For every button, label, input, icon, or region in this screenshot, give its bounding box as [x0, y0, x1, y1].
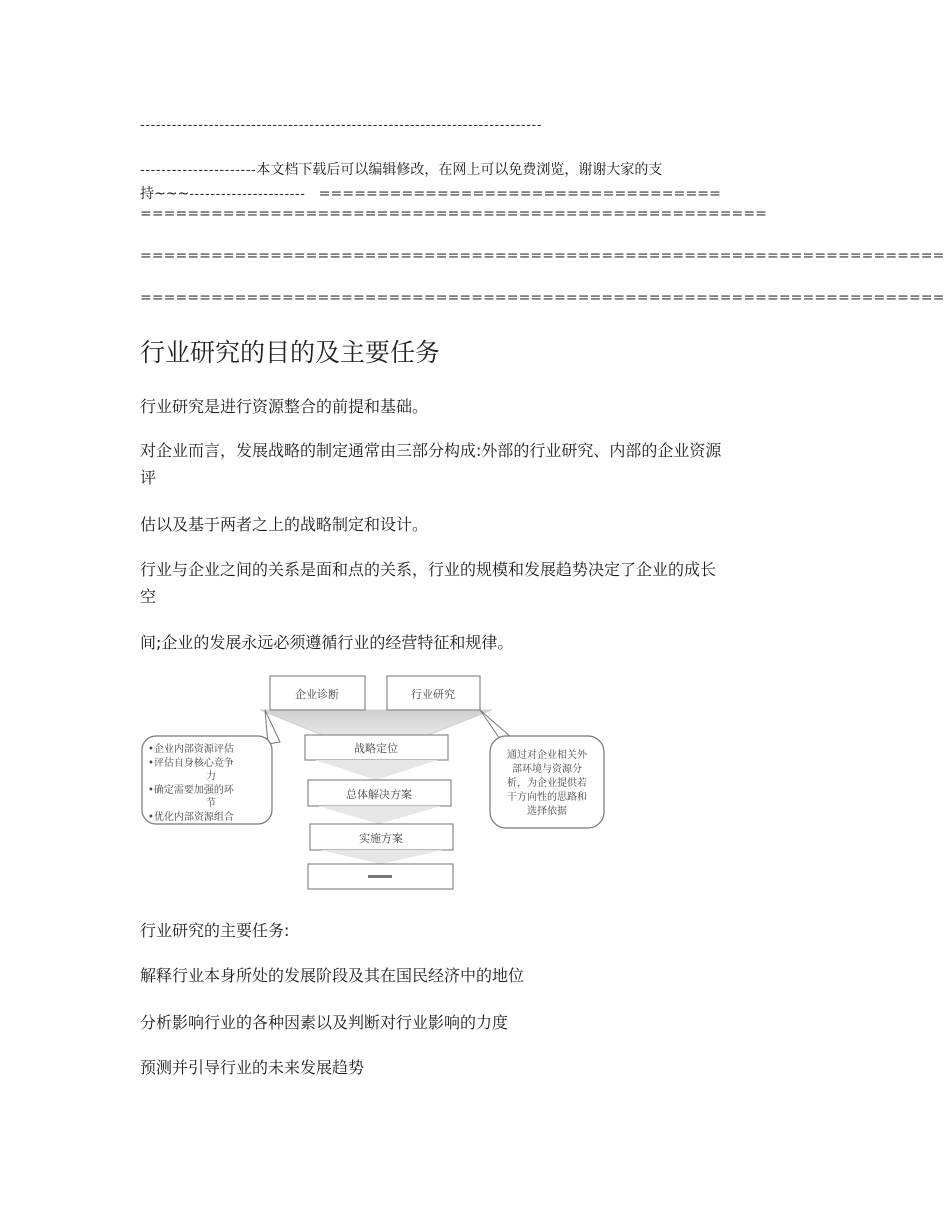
notice-text-1: 本文档下载后可以编辑修改，在网上可以免费浏览，谢谢大家的支 — [256, 162, 663, 178]
paragraph-4-line-2: 空 — [140, 587, 157, 606]
left-bullet-4: •优化内部资源组合 — [148, 812, 234, 823]
step-label-3: 实施方案 — [359, 832, 403, 845]
article-title: 行业研究的目的及主要任务 — [140, 338, 441, 367]
paragraph-4-line-1: 行业与企业之间的关系是面和点的关系，行业的规模和发展趋势决定了企业的成长 — [140, 560, 717, 579]
right-text-2: 部环境与资源分 — [512, 764, 582, 775]
step-arrow-1 — [315, 760, 438, 780]
download-notice-line-2 — [140, 183, 721, 203]
paragraph-5: 间;企业的发展永远必须遵循行业的经营特征和规律。 — [140, 633, 514, 652]
paragraph-2-line-2: 评 — [140, 468, 157, 487]
step-label-1: 战略定位 — [354, 742, 398, 755]
step-arrow-2 — [318, 806, 441, 824]
enterprise-diagnosis-label: 企业诊断 — [295, 688, 339, 701]
paragraph-2-line-1: 对企业而言，发展战略的制定通常由三部分构成:外部的行业研究、内部的企业资源 — [140, 441, 722, 460]
equals-separator-1: ================================== — [318, 186, 721, 202]
step-box-4-placeholder — [368, 875, 392, 878]
left-bullet-3: •确定需要加强的环 — [148, 785, 234, 796]
right-text-3: 析，为企业提供若 — [507, 778, 587, 789]
right-text-4: 干方向性的思路和 — [507, 792, 587, 803]
strategy-flow-diagram — [140, 670, 610, 895]
step-arrow-3 — [320, 850, 443, 864]
industry-research-label: 行业研究 — [411, 688, 455, 701]
equals-separator-4: ==================================================================== — [140, 290, 945, 306]
task-item-2: 分析影响行业的各种因素以及判断对行业影响的力度 — [140, 1013, 509, 1032]
dash-separator: ---------------------------------------------------------------------------- — [140, 118, 543, 133]
right-text-5: 选择依据 — [527, 806, 567, 817]
step-label-2: 总体解决方案 — [346, 788, 412, 801]
dash-suffix: ---------------------- — [189, 187, 306, 202]
equals-separator-3: ==================================================================== — [140, 248, 945, 264]
left-bullet-3-cont: 节 — [206, 798, 216, 809]
notice-text-2: 持~~~ — [140, 186, 190, 202]
equals-separator-2: ===================================================== — [140, 206, 768, 222]
left-bullet-2: •评估自身核心竞争 — [148, 758, 234, 769]
paragraph-3: 估以及基于两者之上的战略制定和设计。 — [140, 515, 429, 534]
download-notice-line-1 — [140, 159, 662, 179]
left-bullet-1: •企业内部资源评估 — [148, 744, 234, 755]
tasks-heading: 行业研究的主要任务: — [140, 921, 290, 940]
dash-prefix: ---------------------- — [140, 163, 257, 178]
left-bullet-2-cont: 力 — [206, 771, 216, 782]
task-item-1: 解释行业本身所处的发展阶段及其在国民经济中的地位 — [140, 966, 525, 985]
paragraph-1: 行业研究是进行资源整合的前提和基础。 — [140, 397, 429, 416]
right-text-1: 通过对企业相关外 — [507, 750, 587, 761]
task-item-3: 预测并引导行业的未来发展趋势 — [140, 1058, 365, 1077]
